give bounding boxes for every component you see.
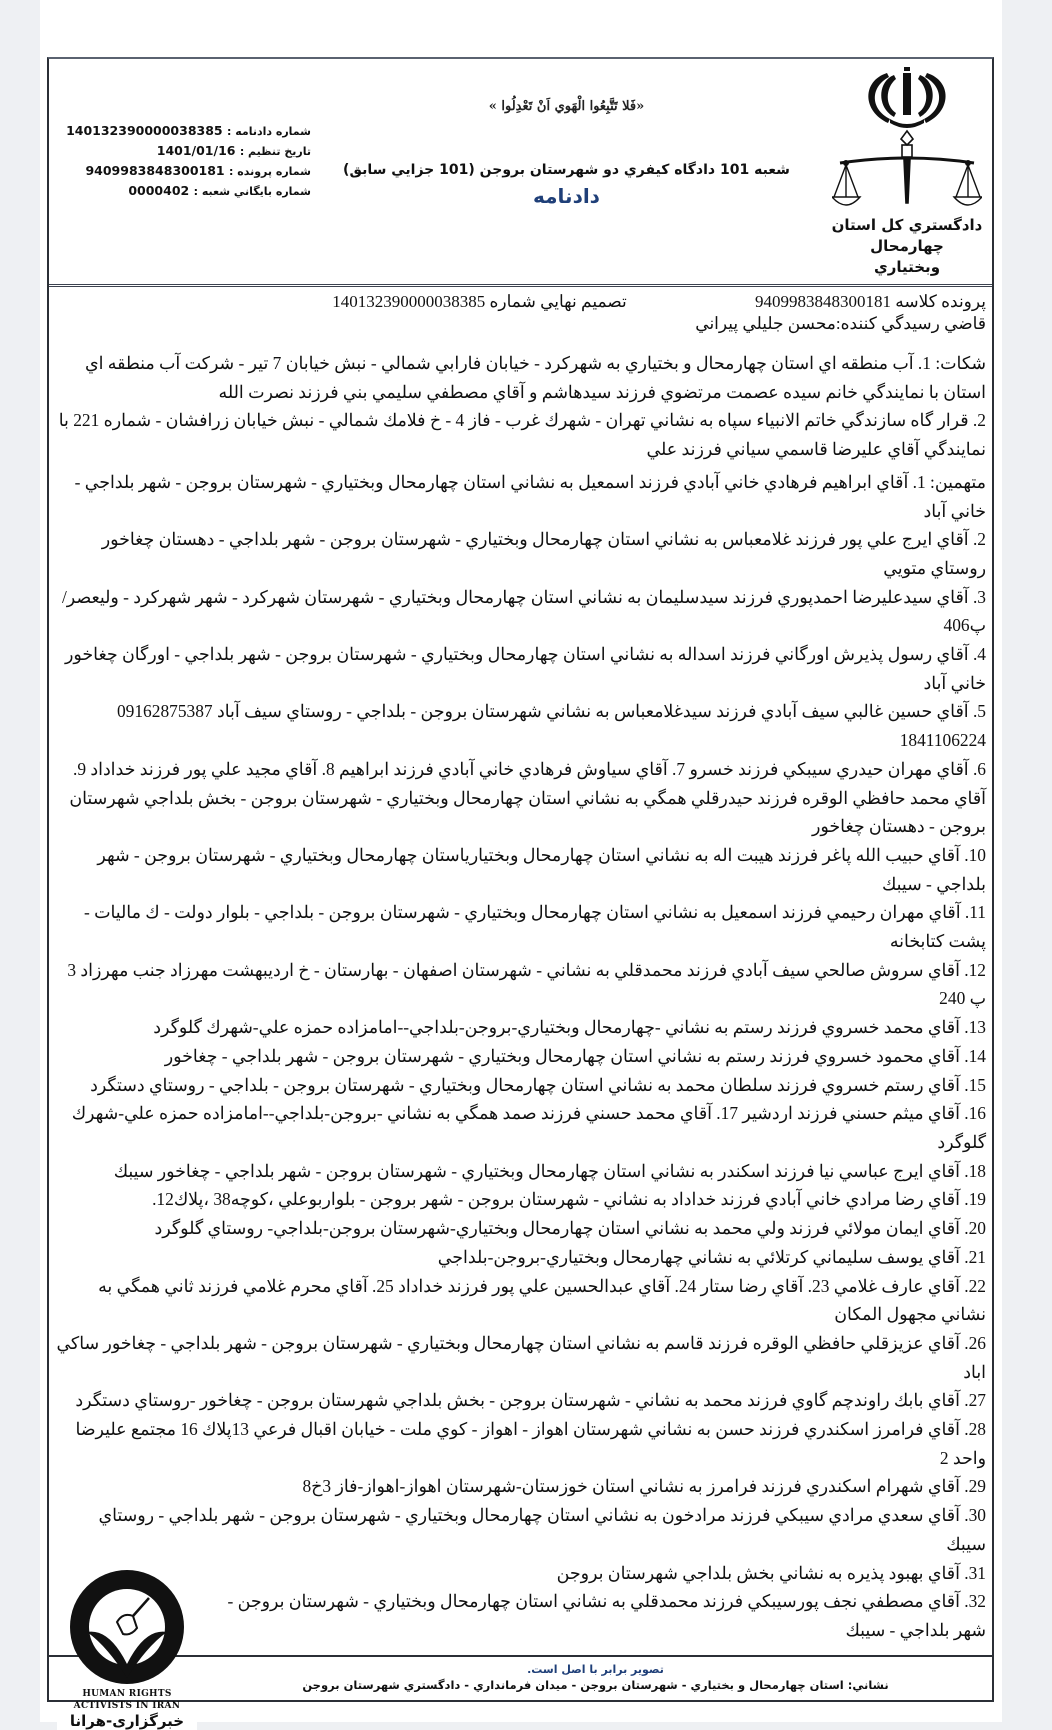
meta-verdict-number xyxy=(57,121,311,141)
defendant-line: 32. آقاي مصطفي نجف پورسيبكي فرزند محمدقلي به نشاني استان چهارمحال وبختياري - شهرستان بروجن - شهر بلداجي - سيبك xyxy=(227,1591,986,1640)
defendant-line: 30. آقاي سعدي مرادي سيبكي فرزند مرادخون به نشاني استان چهارمحال وبختياري - شهرستان بروجن - شهر بلداجي - روستاي سيبك xyxy=(98,1505,986,1554)
defendant-line: 11. آقاي مهران رحيمي فرزند اسمعيل به نشاني استان چهارمحال وبختياري - شهرستان بروجن - بلداجي - بلوار دولت - ك ماليات - پشت كتابخانه xyxy=(83,902,986,952)
defendant-line: 12. آقاي سروش صالحي سيف آبادي فرزند محمدقلي به نشاني - شهرستان اصفهان - بهارستان - خ ارديبهشت مهرزاد جنب مهرزاد 3 پ 240 xyxy=(67,959,986,1009)
final-decision xyxy=(332,291,627,313)
defendant-line: 26. آقاي عزيزقلي حافظي الوقره فرزند قاسم به نشاني استان چهارمحال وبختياري - شهرستان بروجن - شهر بلداجي - چغاخور ساكي اباد xyxy=(56,1332,986,1382)
defendant-line: 13. آقاي محمد خسروي فرزند رستم به نشاني -چهارمحال وبختياري-بروجن-بلداجي--امامزاده حمزه علي-شهرك گلوگرد xyxy=(153,1017,986,1038)
defendant-line: 3. آقاي سيدعليرضا احمدپوري فرزند سيدسليمان به نشاني استان چهارمحال وبختياري - شهرستان شهركرد - شهر شهركرد - وليعصر/پ406 xyxy=(61,586,986,636)
meta-value: 1401/01/16 xyxy=(156,143,236,158)
case-info xyxy=(55,291,986,335)
judiciary-name-line2: وبختياري xyxy=(873,258,941,276)
meta-value: 9409983848300181 xyxy=(85,163,225,178)
defendant-line: 19. آقاي رضا مرادي خاني آبادي فرزند خداداد به نشاني - شهرستان بروجن - شهر بروجن - بلواربوعلي ،كوچه38 ،پلاك12. xyxy=(152,1189,986,1210)
address-label: نشاني: xyxy=(847,1677,889,1692)
document-meta xyxy=(49,59,311,284)
class-file-label: پرونده كلاسه xyxy=(895,292,986,311)
court-branch-title: شعبه 101 دادگاه كيفري دو شهرستان بروجن (101 جزايي سابق) xyxy=(343,162,790,178)
hrana-watermark xyxy=(57,1568,197,1730)
defendant-line: 20. آقاي ايمان مولائي فرزند ولي محمد به نشاني استان چهارمحال وبختياري-شهرستان بروجن-بلداجي- روستاي گلوگرد xyxy=(154,1218,986,1239)
final-decision-label: تصميم نهايي شماره xyxy=(489,292,627,311)
final-decision-value: 140132390000038385 xyxy=(332,292,486,311)
header-center xyxy=(311,59,822,284)
judiciary-name-line1: دادگستري كل استان چهارمحال xyxy=(831,216,983,255)
hrana-caption: خبرگزاری-هرانا xyxy=(57,1712,197,1730)
defendant-line: 6. آقاي مهران حيدري سيبكي فرزند خسرو 7. آقاي سياوش فرهادي خاني آبادي فرزند ابراهيم 8. آقاي مجيد علي پور فرزند خداداد 9. آقاي محمد حافظي الوقره فرزند حيدرقلي همگي به نشاني استان چهارمحال وبختياري - شهرستان بروجن - بخش بلداجي شهرستان بروجن - دهستان چغاخور xyxy=(69,758,986,837)
complainants-heading: شكات: xyxy=(935,353,986,373)
defendant-1 xyxy=(55,468,986,525)
parties-text xyxy=(55,349,986,1645)
document-page xyxy=(40,0,1002,1730)
meta-archive-number xyxy=(57,181,311,201)
judiciary-name xyxy=(826,215,988,278)
complainant-1 xyxy=(55,349,986,406)
judge-label: قاضي رسيدگي كننده: xyxy=(835,314,986,333)
case-numbers-line xyxy=(55,291,986,313)
document-title: دادنامه xyxy=(533,184,600,208)
meta-value: 0000402 xyxy=(128,183,190,198)
defendant-line: 10. آقاي حبيب الله پاغر فرزند هيبت اله به نشاني استان چهارمحال وبختيارياستان چهارمحال وبختياري - شهرستان بروجن - شهر بلداجي - سيبك xyxy=(97,844,986,894)
meta-label: شماره بايگاني شعبه : xyxy=(193,185,311,198)
complainant-text: 1. آب منطقه اي استان چهارمحال و بختياري به شهركرد - خيابان فارابي شمالي - نبش خيابان 7 تير - شركت آب منطقه اي استان با نمايندگي خانم سيده عصمت مرتضوي فرزند سيدهاشم و آقاي مصطفي سليمي بني فرزند نصرت الله xyxy=(84,353,986,402)
defendant-line: 16. آقاي ميثم حسني فرزند اردشير 17. آقاي محمد حسني فرزند صمد همگي به نشاني -بروجن-بلداجي--امامزاده حمزه علي-شهرك گلوگرد xyxy=(71,1103,986,1152)
human-rights-activists-logo-icon xyxy=(57,1568,197,1686)
defendant-line: 5. آقاي حسين غالبي سيف آبادي فرزند سيدغلامعباس به نشاني شهرستان بروجن - بلداجي - روستاي سيف آباد 09162875387 1841106224 xyxy=(116,701,986,751)
defendants-heading: متهمين: xyxy=(930,471,986,492)
defendant-line: 31. آقاي بهبود پذيره به نشاني بخش بلداجي شهرستان بروجن xyxy=(556,1562,986,1583)
defendant-line: 27. آقاي بابك راوندچم گاوي فرزند محمد به نشاني - شهرستان بروجن - بخش بلداجي شهرستان بروجن - چغاخور -روستاي دستگرد xyxy=(75,1390,986,1411)
defendant-line: 4. آقاي رسول پذيرش اورگاني فرزند اسداله به نشاني استان چهارمحال وبختياري - شهرستان بروجن - شهر بلداجي - اورگان چغاخور خاني آباد xyxy=(65,644,986,693)
judiciary-emblem-block xyxy=(822,59,992,284)
document-body xyxy=(49,287,992,1657)
document-header xyxy=(49,59,992,287)
bottom-area xyxy=(49,1657,992,1730)
judge-name: محسن جليلي پيراني xyxy=(695,314,836,333)
defendant-line: 2. آقاي ايرج علي پور فرزند غلامعباس به نشاني استان چهارمحال وبختياري - شهرستان بروجن - شهر بلداجي - دهستان چغاخور روستاي متويي xyxy=(101,529,986,578)
defendant-text: 1. آقاي ابراهيم فرهادي خاني آبادي فرزند اسمعيل به نشاني استان چهارمحال وبختياري - شهرستان بروجن - شهر بلداجي - خاني آباد xyxy=(74,471,986,521)
judge-line xyxy=(55,313,986,335)
defendant-line: 22. آقاي عارف غلامي 23. آقاي رضا ستار 24. آقاي عبدالحسين علي پور فرزند خداداد 25. آقاي محرم غلامي فرزند ثاني همگي به نشاني مجهول المكان xyxy=(98,1275,986,1325)
defendant-line: 18. آقاي ايرج عباسي نيا فرزند اسكندر به نشاني استان چهارمحال وبختياري - شهرستان بروجن - شهر بلداجي - چغاخور سيبك xyxy=(113,1160,986,1181)
meta-label: شماره دادنامه : xyxy=(226,125,311,138)
court-address xyxy=(199,1678,992,1692)
meta-issue-date xyxy=(57,141,311,161)
defendant-line: 28. آقاي فرامرز اسكندري فرزند حسن به نشاني شهرستان اهواز - اهواز - كوي ملت - خيابان اقبال فرعي 13پلاك 16 مجتمع عليرضا واحد 2 xyxy=(75,1419,986,1468)
defendant-line: 29. آقاي شهرام اسكندري فرزند فرامرز به نشاني استان خوزستان-شهرستان اهواز-اهواز-فاز 3خ8 xyxy=(302,1476,986,1497)
meta-label: تاريخ تنظيم : xyxy=(239,145,311,158)
complainant-2: 2. قرار گاه سازندگي خاتم الانبياء سپاه به نشاني تهران - شهرك غرب - فاز 4 - خ فلامك شمالي - نبش خيابان زرافشان - شماره 221 با نمايندگي آقاي عليرضا قاسمي سياني فرزند علي xyxy=(58,410,986,460)
meta-value: 140132390000038385 xyxy=(66,123,223,138)
class-file xyxy=(631,291,986,313)
defendant-line: 15. آقاي رستم خسروي فرزند سلطان محمد به نشاني استان چهارمحال وبختياري - شهرستان بروجن - بلداجي - روستاي دستگرد xyxy=(90,1074,986,1095)
meta-case-number xyxy=(57,161,311,181)
address-value: استان چهارمحال و بختياري - شهرستان بروجن - ميدان فرمانداري - دادگستري شهرستان بروجن xyxy=(302,1677,844,1692)
class-file-value: 9409983848300181 xyxy=(755,292,892,311)
document-frame xyxy=(47,57,994,1730)
meta-label: شماره پرونده : xyxy=(229,165,311,178)
certified-copy-note: تصوير برابر با اصل است. xyxy=(527,1662,664,1676)
logo-ring-text: HUMAN RIGHTS ACTIVISTS IN IRAN xyxy=(73,1688,181,1711)
quran-motto: «فَلا تَتَّبِعُوا الْهَوي اَنْ تَعْدِلُوا » xyxy=(488,99,645,114)
iran-emblem-scales-icon xyxy=(832,63,982,215)
defendant-line: 21. آقاي يوسف سليماني كرتلائي به نشاني چهارمحال وبختياري-بروجن-بلداجي xyxy=(437,1246,986,1267)
defendant-line: 14. آقاي محمود خسروي فرزند رستم به نشاني استان چهارمحال وبختياري - شهرستان بروجن - شهر بلداجي - چغاخور xyxy=(164,1045,986,1066)
